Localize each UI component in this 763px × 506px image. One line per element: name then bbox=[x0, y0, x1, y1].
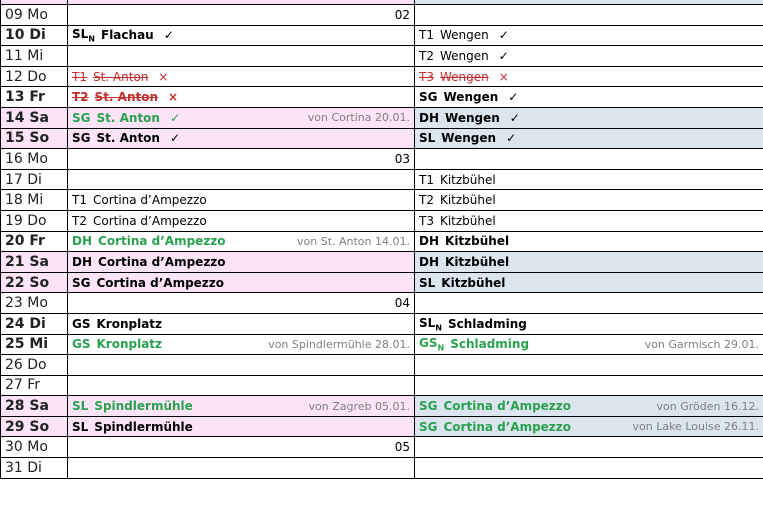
discipline-code: T2 bbox=[419, 48, 434, 63]
women-event bbox=[419, 111, 520, 125]
men-race-cell bbox=[68, 231, 415, 252]
men-race-cell bbox=[68, 272, 415, 293]
calendar-row bbox=[1, 46, 763, 67]
men-race-cell bbox=[68, 416, 415, 437]
men-event bbox=[72, 131, 180, 145]
discipline bbox=[72, 111, 91, 125]
rescheduled-note: von Lake Louise 26.11. bbox=[632, 420, 759, 434]
venue-name: Cortina d’Ampezzo bbox=[92, 213, 207, 228]
day-label: 19 Do bbox=[5, 212, 47, 229]
men-event bbox=[72, 234, 226, 248]
discipline-code: SL bbox=[72, 399, 89, 414]
day-cell bbox=[1, 87, 68, 108]
calendar-row bbox=[1, 272, 763, 293]
day-cell bbox=[1, 355, 68, 376]
men-event bbox=[72, 90, 178, 104]
day-cell bbox=[1, 437, 68, 458]
day-label: 10 Di bbox=[5, 27, 46, 44]
discipline-code: SG bbox=[419, 399, 438, 414]
men-race-cell bbox=[68, 375, 415, 396]
day-label: 18 Mi bbox=[5, 192, 44, 209]
men-event-content bbox=[72, 255, 410, 269]
calendar-row bbox=[1, 396, 763, 417]
day-label: 21 Sa bbox=[5, 253, 49, 270]
day-label: 14 Sa bbox=[5, 109, 49, 126]
men-event bbox=[72, 70, 168, 84]
women-race-cell bbox=[415, 66, 763, 87]
day-cell bbox=[1, 190, 68, 211]
discipline bbox=[419, 70, 434, 84]
discipline bbox=[419, 316, 442, 332]
women-event bbox=[419, 255, 509, 269]
women-event-content bbox=[419, 28, 759, 42]
men-race-cell bbox=[68, 396, 415, 417]
discipline bbox=[72, 131, 91, 145]
men-event-content bbox=[72, 234, 410, 248]
discipline-code: SL bbox=[419, 275, 436, 290]
calendar-row bbox=[1, 210, 763, 231]
venue-name: Spindlermühle bbox=[94, 399, 193, 414]
men-race-cell bbox=[68, 334, 415, 355]
men-event bbox=[72, 337, 162, 351]
day-label: 12 Do bbox=[5, 68, 47, 85]
men-event-content bbox=[72, 111, 410, 125]
women-race-cell bbox=[415, 5, 763, 26]
women-event-content bbox=[419, 49, 759, 63]
men-race-cell bbox=[68, 128, 415, 149]
men-event-content bbox=[72, 214, 410, 228]
day-cell bbox=[1, 293, 68, 314]
cancelled-icon: × bbox=[158, 69, 169, 84]
day-label: 24 Di bbox=[5, 315, 46, 332]
discipline bbox=[72, 420, 88, 434]
day-label: 09 Mo bbox=[5, 6, 48, 23]
discipline-code: T1 bbox=[72, 193, 87, 208]
men-race-cell bbox=[68, 293, 415, 314]
day-cell bbox=[1, 149, 68, 170]
women-event bbox=[419, 49, 509, 63]
calendar-row bbox=[1, 87, 763, 108]
day-cell bbox=[1, 231, 68, 252]
men-event bbox=[72, 399, 193, 413]
day-label: 30 Mo bbox=[5, 439, 48, 456]
checkmark-icon: ✓ bbox=[163, 28, 174, 43]
discipline bbox=[419, 336, 444, 352]
women-event bbox=[419, 336, 529, 352]
men-event-content bbox=[72, 337, 410, 351]
week-number: 03 bbox=[394, 151, 410, 166]
venue-name: Kitzbühel bbox=[439, 193, 496, 208]
discipline-code: GS bbox=[72, 337, 91, 352]
rescheduled-note: von Spindlermühle 28.01. bbox=[268, 337, 410, 351]
women-event bbox=[419, 193, 496, 207]
women-event-content bbox=[419, 276, 759, 290]
checkmark-icon: ✓ bbox=[506, 131, 517, 146]
discipline bbox=[72, 214, 87, 228]
calendar-row bbox=[1, 128, 763, 149]
men-event-content bbox=[72, 152, 410, 166]
women-race-cell bbox=[415, 25, 763, 46]
women-race-cell bbox=[415, 437, 763, 458]
women-event bbox=[419, 420, 571, 434]
week-number: 05 bbox=[394, 440, 410, 455]
discipline-code: DH bbox=[419, 254, 440, 269]
men-event-content bbox=[72, 276, 410, 290]
venue-name: Wengen bbox=[441, 131, 497, 146]
men-race-cell bbox=[68, 313, 415, 334]
discipline bbox=[419, 49, 434, 63]
day-cell bbox=[1, 396, 68, 417]
venue-name: Spindlermühle bbox=[94, 419, 193, 434]
women-event bbox=[419, 131, 516, 145]
men-race-cell bbox=[68, 355, 415, 376]
day-cell bbox=[1, 458, 68, 479]
venue-name: Cortina d’Ampezzo bbox=[443, 399, 572, 414]
women-race-cell bbox=[415, 107, 763, 128]
women-race-cell bbox=[415, 87, 763, 108]
women-event bbox=[419, 70, 509, 84]
calendar-row bbox=[1, 437, 763, 458]
women-event-content bbox=[419, 90, 759, 104]
day-label: 25 Mi bbox=[5, 336, 49, 353]
discipline bbox=[72, 255, 92, 269]
discipline bbox=[419, 255, 439, 269]
discipline-code: T2 bbox=[419, 193, 434, 208]
venue-name: Flachau bbox=[101, 28, 154, 43]
discipline-code: SG bbox=[72, 275, 91, 290]
discipline bbox=[419, 214, 434, 228]
venue-name: Kitzbühel bbox=[439, 213, 496, 228]
calendar-row bbox=[1, 190, 763, 211]
men-event bbox=[72, 276, 224, 290]
discipline-code: T1 bbox=[419, 28, 434, 43]
men-event-content bbox=[72, 131, 410, 145]
day-label: 17 Di bbox=[5, 171, 42, 188]
venue-name: Cortina d’Ampezzo bbox=[92, 193, 207, 208]
venue-name: Cortina d’Ampezzo bbox=[443, 419, 572, 434]
men-event bbox=[72, 420, 193, 434]
day-label: 20 Fr bbox=[5, 233, 45, 250]
men-race-cell bbox=[68, 87, 415, 108]
discipline-code: GS bbox=[72, 316, 91, 331]
men-race-cell bbox=[68, 149, 415, 170]
calendar-row bbox=[1, 231, 763, 252]
men-race-cell bbox=[68, 46, 415, 67]
rescheduled-note: von Cortina 20.01. bbox=[307, 111, 410, 125]
discipline-code: SG bbox=[72, 131, 91, 146]
discipline-code: SG bbox=[419, 419, 438, 434]
venue-name: Schladming bbox=[450, 337, 530, 352]
night-subscript: N bbox=[435, 322, 442, 332]
calendar-row bbox=[1, 313, 763, 334]
women-race-cell bbox=[415, 375, 763, 396]
men-event bbox=[72, 111, 180, 125]
discipline-code: T2 bbox=[72, 90, 89, 105]
day-label: 23 Mo bbox=[5, 295, 48, 312]
discipline-code: SL bbox=[419, 315, 436, 330]
day-cell bbox=[1, 107, 68, 128]
calendar-row bbox=[1, 252, 763, 273]
calendar-row bbox=[1, 375, 763, 396]
discipline-code: DH bbox=[72, 254, 93, 269]
women-event-content bbox=[419, 173, 759, 187]
night-subscript: N bbox=[437, 343, 445, 353]
men-race-cell bbox=[68, 437, 415, 458]
day-label: 29 So bbox=[5, 418, 50, 435]
discipline bbox=[72, 337, 91, 351]
discipline bbox=[419, 90, 438, 104]
day-label: 15 So bbox=[5, 130, 50, 147]
day-cell bbox=[1, 46, 68, 67]
women-race-cell bbox=[415, 210, 763, 231]
day-label: 26 Do bbox=[5, 356, 47, 373]
women-event bbox=[419, 234, 509, 248]
women-race-cell bbox=[415, 252, 763, 273]
checkmark-icon: ✓ bbox=[169, 110, 181, 125]
discipline bbox=[419, 234, 439, 248]
women-event-content bbox=[419, 131, 759, 145]
calendar-body bbox=[1, 0, 763, 478]
day-cell bbox=[1, 66, 68, 87]
venue-name: Wengen bbox=[443, 90, 499, 105]
women-race-cell bbox=[415, 46, 763, 67]
day-cell bbox=[1, 375, 68, 396]
women-event-content bbox=[419, 316, 759, 332]
venue-name: St. Anton bbox=[92, 69, 149, 84]
day-cell bbox=[1, 272, 68, 293]
venue-name: Kitzbühel bbox=[445, 234, 510, 249]
day-cell bbox=[1, 334, 68, 355]
women-event bbox=[419, 173, 496, 187]
women-race-cell bbox=[415, 169, 763, 190]
discipline bbox=[72, 70, 87, 84]
night-subscript: N bbox=[88, 34, 95, 44]
checkmark-icon: ✓ bbox=[498, 28, 509, 43]
discipline bbox=[419, 193, 434, 207]
women-event bbox=[419, 316, 527, 332]
calendar-row bbox=[1, 458, 763, 479]
discipline-code: DH bbox=[72, 234, 93, 249]
discipline-code: T1 bbox=[72, 69, 87, 84]
day-cell bbox=[1, 128, 68, 149]
men-event-content bbox=[72, 440, 410, 454]
women-event bbox=[419, 28, 509, 42]
venue-name: Wengen bbox=[445, 110, 500, 125]
men-race-cell bbox=[68, 66, 415, 87]
venue-name: Wengen bbox=[439, 69, 489, 84]
discipline bbox=[419, 111, 439, 125]
women-event bbox=[419, 276, 505, 290]
day-label: 28 Sa bbox=[5, 398, 49, 415]
men-event-content bbox=[72, 90, 410, 104]
calendar-row bbox=[1, 416, 763, 437]
men-event-content bbox=[72, 8, 410, 22]
day-label: 31 Di bbox=[5, 459, 42, 476]
women-race-cell bbox=[415, 128, 763, 149]
men-race-cell bbox=[68, 190, 415, 211]
cancelled-icon: × bbox=[498, 69, 509, 84]
women-race-cell bbox=[415, 231, 763, 252]
discipline-code: SL bbox=[72, 27, 89, 42]
venue-name: Kitzbühel bbox=[441, 275, 506, 290]
week-number: 04 bbox=[394, 296, 410, 311]
discipline bbox=[72, 399, 88, 413]
women-race-cell bbox=[415, 334, 763, 355]
checkmark-icon: ✓ bbox=[509, 110, 520, 125]
women-race-cell bbox=[415, 190, 763, 211]
women-event-content bbox=[419, 214, 759, 228]
women-race-cell bbox=[415, 458, 763, 479]
venue-name: Kronplatz bbox=[96, 316, 163, 331]
week-number: 02 bbox=[394, 7, 410, 22]
men-event-content bbox=[72, 399, 410, 413]
checkmark-icon: ✓ bbox=[169, 131, 181, 146]
rescheduled-note: von St. Anton 14.01. bbox=[297, 234, 410, 248]
men-race-cell bbox=[68, 458, 415, 479]
women-race-cell bbox=[415, 293, 763, 314]
discipline bbox=[419, 131, 435, 145]
women-event-content bbox=[419, 111, 759, 125]
day-cell bbox=[1, 313, 68, 334]
discipline-code: SG bbox=[419, 90, 438, 105]
women-race-cell bbox=[415, 149, 763, 170]
discipline bbox=[419, 276, 435, 290]
venue-name: Schladming bbox=[448, 316, 527, 331]
discipline-code: T3 bbox=[419, 69, 434, 84]
men-event bbox=[72, 27, 174, 43]
women-race-cell bbox=[415, 313, 763, 334]
day-cell bbox=[1, 25, 68, 46]
cancelled-icon: × bbox=[168, 90, 179, 105]
calendar-row bbox=[1, 149, 763, 170]
women-race-cell bbox=[415, 355, 763, 376]
day-label: 27 Fr bbox=[5, 377, 41, 394]
women-event bbox=[419, 399, 571, 413]
venue-name: Kitzbühel bbox=[445, 254, 510, 269]
day-cell bbox=[1, 416, 68, 437]
discipline-code: SG bbox=[72, 110, 91, 125]
rescheduled-note: von Gröden 16.12. bbox=[656, 399, 759, 413]
discipline bbox=[72, 90, 89, 104]
women-race-cell bbox=[415, 416, 763, 437]
discipline bbox=[419, 173, 434, 187]
men-event-content bbox=[72, 27, 410, 43]
women-event-content bbox=[419, 420, 759, 434]
checkmark-icon: ✓ bbox=[508, 90, 519, 105]
calendar-row bbox=[1, 107, 763, 128]
discipline bbox=[72, 276, 91, 290]
men-event-content bbox=[72, 420, 410, 434]
men-event bbox=[72, 317, 162, 331]
venue-name: Cortina d’Ampezzo bbox=[98, 254, 226, 269]
men-event bbox=[72, 214, 207, 228]
rescheduled-note: von Garmisch 29.01. bbox=[644, 337, 759, 351]
men-event bbox=[72, 255, 226, 269]
men-event-content bbox=[72, 70, 410, 84]
venue-name: Wengen bbox=[439, 28, 489, 43]
calendar-row bbox=[1, 5, 763, 26]
calendar-row bbox=[1, 334, 763, 355]
men-race-cell bbox=[68, 5, 415, 26]
venue-name: Wengen bbox=[439, 48, 489, 63]
day-cell bbox=[1, 5, 68, 26]
discipline-code: T1 bbox=[419, 172, 434, 187]
women-event-content bbox=[419, 193, 759, 207]
discipline-code: DH bbox=[419, 234, 440, 249]
venue-name: St. Anton bbox=[96, 110, 160, 125]
women-race-cell bbox=[415, 272, 763, 293]
discipline bbox=[72, 317, 91, 331]
venue-name: Cortina d’Ampezzo bbox=[96, 275, 225, 290]
men-race-cell bbox=[68, 25, 415, 46]
calendar-row bbox=[1, 169, 763, 190]
discipline-code: DH bbox=[419, 110, 440, 125]
women-event-content bbox=[419, 70, 759, 84]
day-label: 13 Fr bbox=[5, 89, 45, 106]
calendar-row bbox=[1, 25, 763, 46]
day-cell bbox=[1, 210, 68, 231]
discipline-code: T3 bbox=[419, 213, 434, 228]
men-race-cell bbox=[68, 169, 415, 190]
calendar-row bbox=[1, 293, 763, 314]
men-race-cell bbox=[68, 107, 415, 128]
women-event-content bbox=[419, 399, 759, 413]
discipline bbox=[419, 399, 438, 413]
venue-name: Cortina d’Ampezzo bbox=[98, 234, 226, 249]
venue-name: Kitzbühel bbox=[439, 172, 496, 187]
discipline-code: GS bbox=[419, 336, 438, 351]
day-label: 22 So bbox=[5, 274, 50, 291]
checkmark-icon: ✓ bbox=[498, 48, 509, 63]
women-event bbox=[419, 90, 518, 104]
day-cell bbox=[1, 169, 68, 190]
day-cell bbox=[1, 252, 68, 273]
discipline bbox=[72, 234, 92, 248]
men-event-content bbox=[72, 193, 410, 207]
discipline-code: SL bbox=[72, 419, 89, 434]
men-race-cell bbox=[68, 210, 415, 231]
women-event-content bbox=[419, 336, 759, 352]
discipline-code: SL bbox=[419, 131, 436, 146]
women-event-content bbox=[419, 255, 759, 269]
women-event bbox=[419, 214, 496, 228]
discipline bbox=[419, 420, 438, 434]
venue-name: Kronplatz bbox=[96, 337, 163, 352]
venue-name: St. Anton bbox=[96, 131, 160, 146]
discipline bbox=[72, 27, 95, 43]
discipline bbox=[419, 28, 434, 42]
discipline-code: T2 bbox=[72, 213, 87, 228]
men-event-content bbox=[72, 317, 410, 331]
venue-name: St. Anton bbox=[94, 90, 159, 105]
discipline bbox=[72, 193, 87, 207]
women-event-content bbox=[419, 234, 759, 248]
calendar-row bbox=[1, 355, 763, 376]
calendar-row bbox=[1, 66, 763, 87]
men-event-content bbox=[72, 296, 410, 310]
men-event bbox=[72, 193, 207, 207]
day-label: 11 Mi bbox=[5, 47, 44, 64]
rescheduled-note: von Zagreb 05.01. bbox=[308, 399, 410, 413]
day-label: 16 Mo bbox=[5, 150, 48, 167]
men-race-cell bbox=[68, 252, 415, 273]
women-race-cell bbox=[415, 396, 763, 417]
